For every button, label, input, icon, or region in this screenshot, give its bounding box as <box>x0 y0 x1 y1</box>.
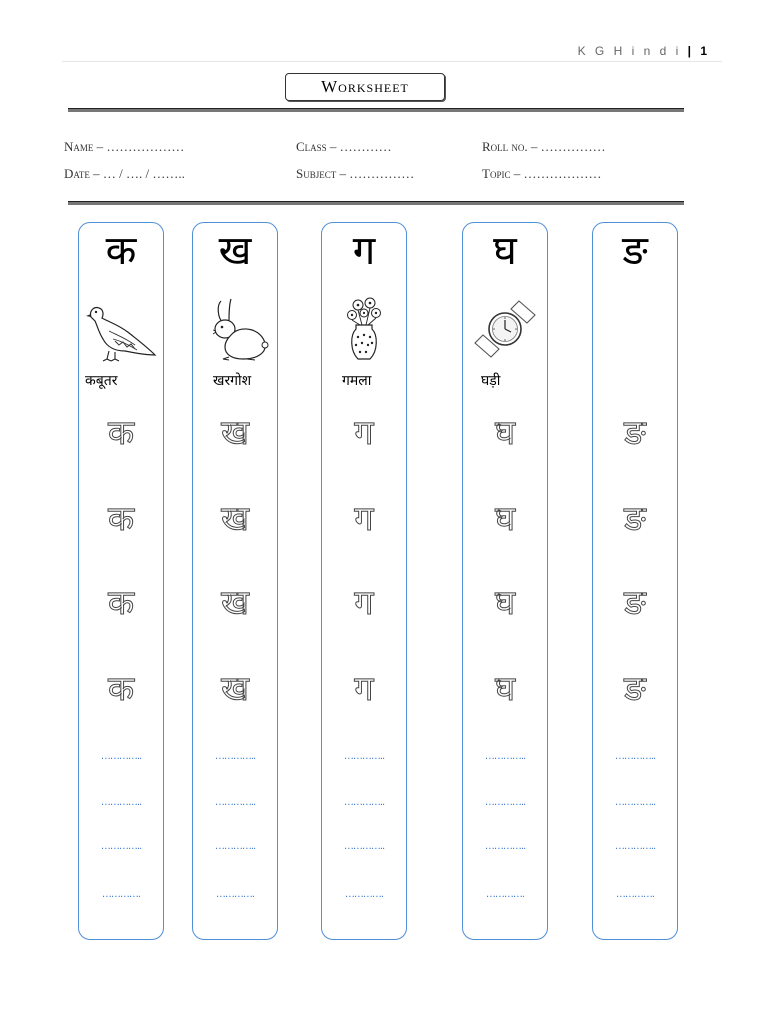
worksheet-title-text: Worksheet <box>321 77 409 96</box>
writing-blank[interactable]: ………….. <box>100 841 142 852</box>
trace-letter: ख <box>221 669 249 709</box>
letter-column-gha <box>462 222 548 940</box>
writing-blank[interactable]: ………….. <box>343 841 385 852</box>
letter-heading: ग <box>352 228 376 274</box>
writing-blank[interactable]: …………. <box>215 889 255 900</box>
trace-letter: घ <box>494 413 516 453</box>
writing-blank[interactable]: …………. <box>485 889 525 900</box>
writing-blank[interactable]: ………….. <box>343 751 385 762</box>
word-label: खरगोश <box>213 373 252 389</box>
writing-blank[interactable]: …………. <box>615 889 655 900</box>
word-label: कबूतर <box>85 373 118 389</box>
writing-blank[interactable]: ………….. <box>214 751 256 762</box>
name-field: Name – ……………… <box>64 139 185 154</box>
trace-letter: ख <box>221 499 249 539</box>
writing-blank[interactable]: ………….. <box>484 751 526 762</box>
writing-blank[interactable]: ………….. <box>484 797 526 808</box>
trace-letter: ङ <box>624 413 646 453</box>
topic-field: Topic – ……………… <box>482 166 602 181</box>
pigeon-icon <box>85 295 157 363</box>
writing-blank[interactable]: ………….. <box>614 797 656 808</box>
writing-blank[interactable]: ………….. <box>614 751 656 762</box>
wrist-watch-icon <box>469 295 541 363</box>
trace-letter: घ <box>494 669 516 709</box>
word-label: घड़ी <box>481 373 501 389</box>
top-divider <box>68 108 684 112</box>
header-label: K G H i n d i <box>577 44 682 58</box>
bottom-divider <box>68 201 684 205</box>
trace-letter: क <box>107 499 135 539</box>
letter-column-ga <box>321 222 407 940</box>
flower-pot-icon <box>328 295 400 363</box>
writing-blank[interactable]: …………. <box>344 889 384 900</box>
worksheet-title <box>285 73 445 101</box>
letter-column-kha <box>192 222 278 940</box>
writing-blank[interactable]: ………….. <box>484 841 526 852</box>
trace-letter: ग <box>354 583 374 623</box>
trace-letter: ग <box>354 669 374 709</box>
page-number: 1 <box>700 44 710 58</box>
trace-letter: ख <box>221 583 249 623</box>
trace-letter: क <box>107 583 135 623</box>
writing-blank[interactable]: ………….. <box>214 841 256 852</box>
letter-heading: घ <box>493 228 517 274</box>
roll-no-field: Roll no. – …………… <box>482 139 606 154</box>
trace-letter: ङ <box>624 583 646 623</box>
word-label: गमला <box>342 373 372 389</box>
letter-heading: ङ <box>622 228 648 274</box>
letter-heading: क <box>105 228 137 274</box>
trace-letter: घ <box>494 499 516 539</box>
writing-blank[interactable]: ………….. <box>100 751 142 762</box>
header-divider <box>62 61 722 62</box>
class-field: Class – ………… <box>296 139 392 154</box>
trace-letter: घ <box>494 583 516 623</box>
trace-letter: ङ <box>624 669 646 709</box>
writing-blank[interactable]: ………….. <box>214 797 256 808</box>
subject-field: Subject – …………… <box>296 166 415 181</box>
rabbit-icon <box>199 295 271 363</box>
date-field: Date – … / …. / …….. <box>64 166 185 181</box>
page-header <box>560 44 710 58</box>
writing-blank[interactable]: …………. <box>101 889 141 900</box>
trace-letter: ख <box>221 413 249 453</box>
letter-column-ka <box>78 222 164 940</box>
letter-heading: ख <box>218 228 252 274</box>
letter-column-nga <box>592 222 678 940</box>
trace-letter: ग <box>354 499 374 539</box>
page-number-separator: | <box>681 44 701 58</box>
trace-letter: ङ <box>624 499 646 539</box>
trace-letter: क <box>107 669 135 709</box>
writing-blank[interactable]: ………….. <box>614 841 656 852</box>
trace-letter: ग <box>354 413 374 453</box>
writing-blank[interactable]: ………….. <box>343 797 385 808</box>
writing-blank[interactable]: ………….. <box>100 797 142 808</box>
trace-letter: क <box>107 413 135 453</box>
